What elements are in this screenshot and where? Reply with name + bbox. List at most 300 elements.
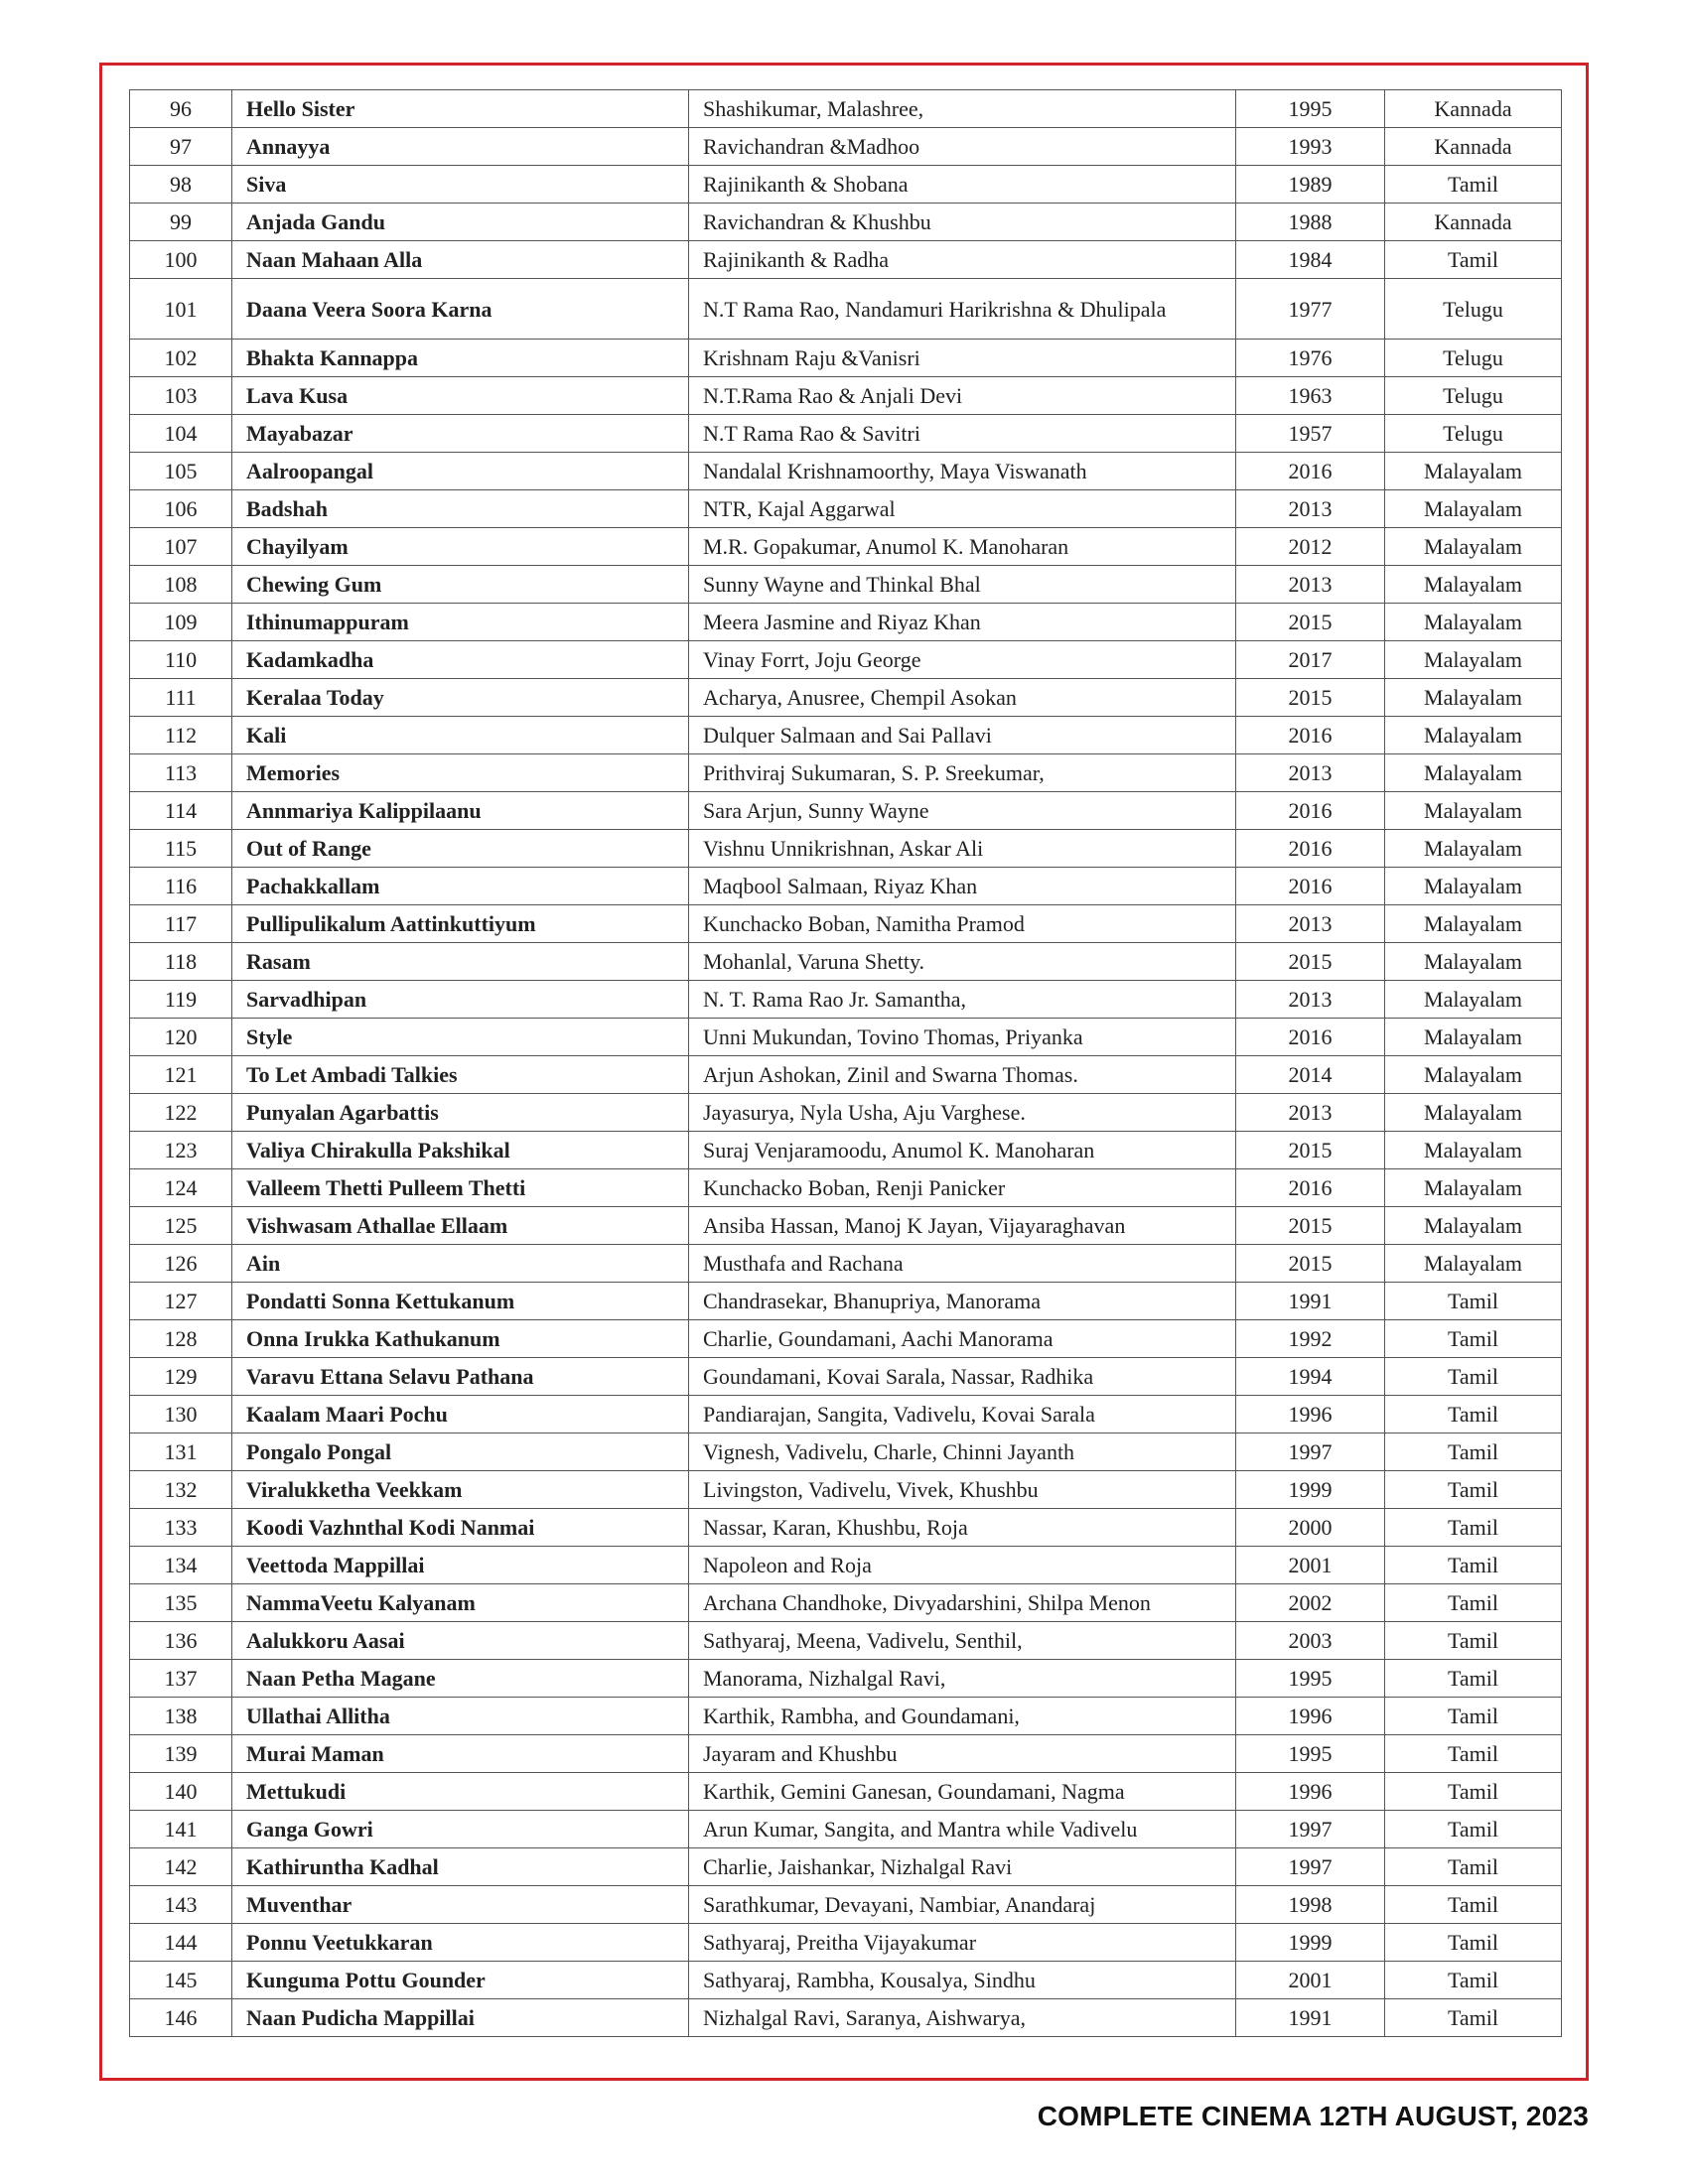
cast-cell: Rajinikanth & Shobana (689, 166, 1236, 204)
serial-number-cell: 133 (130, 1509, 232, 1547)
film-title-cell: Valleem Thetti Pulleem Thetti (232, 1169, 689, 1207)
table-row (130, 1509, 1562, 1547)
serial-number-cell: 136 (130, 1622, 232, 1660)
serial-number-cell: 102 (130, 340, 232, 377)
serial-number-cell: 121 (130, 1056, 232, 1094)
film-title-cell: Daana Veera Soora Karna (232, 279, 689, 340)
serial-number-cell: 144 (130, 1924, 232, 1962)
table-row (130, 1207, 1562, 1245)
year-cell: 1995 (1236, 1735, 1385, 1773)
film-title-cell: Kunguma Pottu Gounder (232, 1962, 689, 1999)
serial-number-cell: 118 (130, 943, 232, 981)
film-title-cell: Aalroopangal (232, 453, 689, 490)
language-cell: Malayalam (1385, 1245, 1562, 1283)
table-row (130, 490, 1562, 528)
serial-number-cell: 124 (130, 1169, 232, 1207)
film-title-cell: Pullipulikalum Aattinkuttiyum (232, 905, 689, 943)
year-cell: 1991 (1236, 1999, 1385, 2037)
year-cell: 2016 (1236, 792, 1385, 830)
film-title-cell: Chayilyam (232, 528, 689, 566)
table-row (130, 1848, 1562, 1886)
serial-number-cell: 100 (130, 241, 232, 279)
film-title-cell: Pondatti Sonna Kettukanum (232, 1283, 689, 1320)
cast-cell: Nizhalgal Ravi, Saranya, Aishwarya, (689, 1999, 1236, 2037)
serial-number-cell: 140 (130, 1773, 232, 1811)
film-title-cell: Mayabazar (232, 415, 689, 453)
film-title-cell: Onna Irukka Kathukanum (232, 1320, 689, 1358)
table-row (130, 1019, 1562, 1056)
language-cell: Tamil (1385, 1622, 1562, 1660)
cast-cell: Sathyaraj, Rambha, Kousalya, Sindhu (689, 1962, 1236, 1999)
year-cell: 1997 (1236, 1848, 1385, 1886)
cast-cell: Rajinikanth & Radha (689, 241, 1236, 279)
film-table-body (130, 90, 1562, 2037)
language-cell: Malayalam (1385, 1169, 1562, 1207)
serial-number-cell: 99 (130, 204, 232, 241)
table-row (130, 1547, 1562, 1584)
cast-cell: N.T Rama Rao & Savitri (689, 415, 1236, 453)
cast-cell: Karthik, Rambha, and Goundamani, (689, 1698, 1236, 1735)
year-cell: 1999 (1236, 1471, 1385, 1509)
table-row (130, 1735, 1562, 1773)
table-row (130, 1169, 1562, 1207)
language-cell: Tamil (1385, 1735, 1562, 1773)
table-row (130, 377, 1562, 415)
film-title-cell: Kali (232, 717, 689, 754)
cast-cell: Ravichandran & Khushbu (689, 204, 1236, 241)
film-title-cell: Out of Range (232, 830, 689, 868)
film-title-cell: Badshah (232, 490, 689, 528)
language-cell: Tamil (1385, 1358, 1562, 1396)
film-title-cell: Muventhar (232, 1886, 689, 1924)
film-title-cell: Murai Maman (232, 1735, 689, 1773)
language-cell: Tamil (1385, 1886, 1562, 1924)
cast-cell: Goundamani, Kovai Sarala, Nassar, Radhika (689, 1358, 1236, 1396)
year-cell: 2013 (1236, 566, 1385, 604)
year-cell: 2015 (1236, 1207, 1385, 1245)
film-title-cell: Veettoda Mappillai (232, 1547, 689, 1584)
table-row (130, 1962, 1562, 1999)
cast-cell: Napoleon and Roja (689, 1547, 1236, 1584)
year-cell: 1993 (1236, 128, 1385, 166)
serial-number-cell: 97 (130, 128, 232, 166)
table-row (130, 1924, 1562, 1962)
serial-number-cell: 116 (130, 868, 232, 905)
year-cell: 1957 (1236, 415, 1385, 453)
cast-cell: Musthafa and Rachana (689, 1245, 1236, 1283)
table-row (130, 1660, 1562, 1698)
table-row (130, 1094, 1562, 1132)
year-cell: 1988 (1236, 204, 1385, 241)
cast-cell: Manorama, Nizhalgal Ravi, (689, 1660, 1236, 1698)
table-row (130, 943, 1562, 981)
table-row (130, 453, 1562, 490)
film-title-cell: Sarvadhipan (232, 981, 689, 1019)
year-cell: 2015 (1236, 1132, 1385, 1169)
film-title-cell: Anjada Gandu (232, 204, 689, 241)
cast-cell: Arjun Ashokan, Zinil and Swarna Thomas. (689, 1056, 1236, 1094)
serial-number-cell: 120 (130, 1019, 232, 1056)
film-title-cell: Pachakkallam (232, 868, 689, 905)
table-row (130, 528, 1562, 566)
table-row (130, 279, 1562, 340)
table-row (130, 1584, 1562, 1622)
year-cell: 2014 (1236, 1056, 1385, 1094)
film-title-cell: Mettukudi (232, 1773, 689, 1811)
film-title-cell: Aalukkoru Aasai (232, 1622, 689, 1660)
language-cell: Malayalam (1385, 1019, 1562, 1056)
year-cell: 1995 (1236, 90, 1385, 128)
cast-cell: NTR, Kajal Aggarwal (689, 490, 1236, 528)
language-cell: Malayalam (1385, 868, 1562, 905)
year-cell: 2015 (1236, 1245, 1385, 1283)
film-title-cell: Naan Pudicha Mappillai (232, 1999, 689, 2037)
year-cell: 1976 (1236, 340, 1385, 377)
year-cell: 1996 (1236, 1396, 1385, 1433)
serial-number-cell: 107 (130, 528, 232, 566)
cast-cell: Arun Kumar, Sangita, and Mantra while Vadivelu (689, 1811, 1236, 1848)
serial-number-cell: 142 (130, 1848, 232, 1886)
serial-number-cell: 115 (130, 830, 232, 868)
table-row (130, 1056, 1562, 1094)
table-row (130, 204, 1562, 241)
serial-number-cell: 109 (130, 604, 232, 641)
serial-number-cell: 122 (130, 1094, 232, 1132)
serial-number-cell: 108 (130, 566, 232, 604)
year-cell: 1963 (1236, 377, 1385, 415)
serial-number-cell: 132 (130, 1471, 232, 1509)
year-cell: 2000 (1236, 1509, 1385, 1547)
year-cell: 1996 (1236, 1773, 1385, 1811)
year-cell: 2015 (1236, 604, 1385, 641)
table-row (130, 128, 1562, 166)
table-row (130, 1245, 1562, 1283)
language-cell: Malayalam (1385, 943, 1562, 981)
serial-number-cell: 98 (130, 166, 232, 204)
cast-cell: Charlie, Goundamani, Aachi Manorama (689, 1320, 1236, 1358)
table-row (130, 340, 1562, 377)
year-cell: 2013 (1236, 981, 1385, 1019)
cast-cell: Maqbool Salmaan, Riyaz Khan (689, 868, 1236, 905)
serial-number-cell: 129 (130, 1358, 232, 1396)
film-table (129, 89, 1562, 2037)
cast-cell: Jayaram and Khushbu (689, 1735, 1236, 1773)
table-row (130, 641, 1562, 679)
language-cell: Malayalam (1385, 641, 1562, 679)
cast-cell: Vignesh, Vadivelu, Charle, Chinni Jayanth (689, 1433, 1236, 1471)
film-title-cell: Ponnu Veetukkaran (232, 1924, 689, 1962)
table-row (130, 415, 1562, 453)
film-title-cell: Punyalan Agarbattis (232, 1094, 689, 1132)
language-cell: Tamil (1385, 1962, 1562, 1999)
table-row (130, 1471, 1562, 1509)
serial-number-cell: 130 (130, 1396, 232, 1433)
film-title-cell: Ullathai Allitha (232, 1698, 689, 1735)
year-cell: 2001 (1236, 1962, 1385, 1999)
cast-cell: M.R. Gopakumar, Anumol K. Manoharan (689, 528, 1236, 566)
serial-number-cell: 135 (130, 1584, 232, 1622)
table-row (130, 166, 1562, 204)
cast-cell: Sara Arjun, Sunny Wayne (689, 792, 1236, 830)
film-title-cell: To Let Ambadi Talkies (232, 1056, 689, 1094)
language-cell: Tamil (1385, 1547, 1562, 1584)
language-cell: Tamil (1385, 1283, 1562, 1320)
table-row (130, 1396, 1562, 1433)
year-cell: 2016 (1236, 868, 1385, 905)
film-title-cell: Memories (232, 754, 689, 792)
language-cell: Malayalam (1385, 528, 1562, 566)
table-row (130, 981, 1562, 1019)
film-title-cell: Kadamkadha (232, 641, 689, 679)
film-title-cell: Hello Sister (232, 90, 689, 128)
film-title-cell: Chewing Gum (232, 566, 689, 604)
table-row (130, 868, 1562, 905)
language-cell: Malayalam (1385, 905, 1562, 943)
language-cell: Malayalam (1385, 679, 1562, 717)
language-cell: Malayalam (1385, 1132, 1562, 1169)
table-row (130, 717, 1562, 754)
language-cell: Tamil (1385, 1999, 1562, 2037)
cast-cell: Sarathkumar, Devayani, Nambiar, Anandaraj (689, 1886, 1236, 1924)
film-title-cell: Koodi Vazhnthal Kodi Nanmai (232, 1509, 689, 1547)
language-cell: Tamil (1385, 1848, 1562, 1886)
language-cell: Malayalam (1385, 717, 1562, 754)
serial-number-cell: 137 (130, 1660, 232, 1698)
cast-cell: Kunchacko Boban, Renji Panicker (689, 1169, 1236, 1207)
language-cell: Malayalam (1385, 566, 1562, 604)
film-title-cell: Pongalo Pongal (232, 1433, 689, 1471)
language-cell: Tamil (1385, 1811, 1562, 1848)
table-row (130, 754, 1562, 792)
language-cell: Tamil (1385, 241, 1562, 279)
cast-cell: Suraj Venjaramoodu, Anumol K. Manoharan (689, 1132, 1236, 1169)
year-cell: 1997 (1236, 1811, 1385, 1848)
film-title-cell: Naan Petha Magane (232, 1660, 689, 1698)
cast-cell: Shashikumar, Malashree, (689, 90, 1236, 128)
film-title-cell: Annmariya Kalippilaanu (232, 792, 689, 830)
serial-number-cell: 114 (130, 792, 232, 830)
language-cell: Tamil (1385, 1396, 1562, 1433)
cast-cell: Ravichandran &Madhoo (689, 128, 1236, 166)
year-cell: 2015 (1236, 679, 1385, 717)
serial-number-cell: 110 (130, 641, 232, 679)
table-row (130, 604, 1562, 641)
film-title-cell: Keralaa Today (232, 679, 689, 717)
cast-cell: Unni Mukundan, Tovino Thomas, Priyanka (689, 1019, 1236, 1056)
cast-cell: Acharya, Anusree, Chempil Asokan (689, 679, 1236, 717)
language-cell: Kannada (1385, 204, 1562, 241)
language-cell: Telugu (1385, 279, 1562, 340)
language-cell: Malayalam (1385, 604, 1562, 641)
cast-cell: Kunchacko Boban, Namitha Pramod (689, 905, 1236, 943)
table-row (130, 1811, 1562, 1848)
serial-number-cell: 126 (130, 1245, 232, 1283)
cast-cell: Meera Jasmine and Riyaz Khan (689, 604, 1236, 641)
serial-number-cell: 106 (130, 490, 232, 528)
year-cell: 1998 (1236, 1886, 1385, 1924)
film-title-cell: Naan Mahaan Alla (232, 241, 689, 279)
year-cell: 1991 (1236, 1283, 1385, 1320)
language-cell: Telugu (1385, 415, 1562, 453)
cast-cell: N. T. Rama Rao Jr. Samantha, (689, 981, 1236, 1019)
film-title-cell: Ain (232, 1245, 689, 1283)
serial-number-cell: 146 (130, 1999, 232, 2037)
table-row (130, 905, 1562, 943)
language-cell: Tamil (1385, 1433, 1562, 1471)
serial-number-cell: 117 (130, 905, 232, 943)
table-row (130, 792, 1562, 830)
serial-number-cell: 138 (130, 1698, 232, 1735)
year-cell: 1995 (1236, 1660, 1385, 1698)
table-row (130, 1320, 1562, 1358)
year-cell: 2016 (1236, 1019, 1385, 1056)
serial-number-cell: 131 (130, 1433, 232, 1471)
serial-number-cell: 139 (130, 1735, 232, 1773)
table-row (130, 1999, 1562, 2037)
language-cell: Malayalam (1385, 490, 1562, 528)
year-cell: 1997 (1236, 1433, 1385, 1471)
language-cell: Tamil (1385, 1584, 1562, 1622)
language-cell: Tamil (1385, 1471, 1562, 1509)
serial-number-cell: 134 (130, 1547, 232, 1584)
table-row (130, 1132, 1562, 1169)
cast-cell: N.T.Rama Rao & Anjali Devi (689, 377, 1236, 415)
table-row (130, 1622, 1562, 1660)
language-cell: Malayalam (1385, 453, 1562, 490)
serial-number-cell: 128 (130, 1320, 232, 1358)
cast-cell: Nassar, Karan, Khushbu, Roja (689, 1509, 1236, 1547)
year-cell: 1977 (1236, 279, 1385, 340)
serial-number-cell: 143 (130, 1886, 232, 1924)
cast-cell: Jayasurya, Nyla Usha, Aju Varghese. (689, 1094, 1236, 1132)
cast-cell: Charlie, Jaishankar, Nizhalgal Ravi (689, 1848, 1236, 1886)
language-cell: Malayalam (1385, 754, 1562, 792)
serial-number-cell: 125 (130, 1207, 232, 1245)
cast-cell: Sathyaraj, Meena, Vadivelu, Senthil, (689, 1622, 1236, 1660)
year-cell: 1984 (1236, 241, 1385, 279)
film-title-cell: NammaVeetu Kalyanam (232, 1584, 689, 1622)
film-title-cell: Viralukketha Veekkam (232, 1471, 689, 1509)
year-cell: 2002 (1236, 1584, 1385, 1622)
year-cell: 1999 (1236, 1924, 1385, 1962)
table-row (130, 90, 1562, 128)
cast-cell: Pandiarajan, Sangita, Vadivelu, Kovai Sarala (689, 1396, 1236, 1433)
cast-cell: Livingston, Vadivelu, Vivek, Khushbu (689, 1471, 1236, 1509)
year-cell: 1992 (1236, 1320, 1385, 1358)
serial-number-cell: 105 (130, 453, 232, 490)
film-title-cell: Annayya (232, 128, 689, 166)
language-cell: Malayalam (1385, 792, 1562, 830)
serial-number-cell: 111 (130, 679, 232, 717)
table-row (130, 566, 1562, 604)
cast-cell: Vinay Forrt, Joju George (689, 641, 1236, 679)
language-cell: Malayalam (1385, 1207, 1562, 1245)
serial-number-cell: 119 (130, 981, 232, 1019)
film-title-cell: Ganga Gowri (232, 1811, 689, 1848)
year-cell: 2015 (1236, 943, 1385, 981)
cast-cell: Archana Chandhoke, Divyadarshini, Shilpa Menon (689, 1584, 1236, 1622)
language-cell: Tamil (1385, 1660, 1562, 1698)
table-row (130, 830, 1562, 868)
film-title-cell: Kaalam Maari Pochu (232, 1396, 689, 1433)
language-cell: Tamil (1385, 1698, 1562, 1735)
cast-cell: Sathyaraj, Preitha Vijayakumar (689, 1924, 1236, 1962)
film-title-cell: Valiya Chirakulla Pakshikal (232, 1132, 689, 1169)
year-cell: 2013 (1236, 905, 1385, 943)
language-cell: Tamil (1385, 1320, 1562, 1358)
page-footer: COMPLETE CINEMA 12TH AUGUST, 2023 (1037, 2101, 1589, 2131)
cast-cell: Krishnam Raju &Vanisri (689, 340, 1236, 377)
film-title-cell: Lava Kusa (232, 377, 689, 415)
cast-cell: Dulquer Salmaan and Sai Pallavi (689, 717, 1236, 754)
language-cell: Kannada (1385, 128, 1562, 166)
film-title-cell: Rasam (232, 943, 689, 981)
cast-cell: Sunny Wayne and Thinkal Bhal (689, 566, 1236, 604)
language-cell: Tamil (1385, 1773, 1562, 1811)
year-cell: 2012 (1236, 528, 1385, 566)
serial-number-cell: 96 (130, 90, 232, 128)
cast-cell: Karthik, Gemini Ganesan, Goundamani, Nagma (689, 1773, 1236, 1811)
serial-number-cell: 101 (130, 279, 232, 340)
year-cell: 1996 (1236, 1698, 1385, 1735)
year-cell: 2013 (1236, 1094, 1385, 1132)
serial-number-cell: 123 (130, 1132, 232, 1169)
year-cell: 1994 (1236, 1358, 1385, 1396)
year-cell: 2013 (1236, 754, 1385, 792)
table-row (130, 1886, 1562, 1924)
serial-number-cell: 112 (130, 717, 232, 754)
language-cell: Malayalam (1385, 1056, 1562, 1094)
table-row (130, 1773, 1562, 1811)
film-title-cell: Vishwasam Athallae Ellaam (232, 1207, 689, 1245)
table-row (130, 1358, 1562, 1396)
film-title-cell: Varavu Ettana Selavu Pathana (232, 1358, 689, 1396)
year-cell: 2013 (1236, 490, 1385, 528)
year-cell: 2016 (1236, 1169, 1385, 1207)
year-cell: 1989 (1236, 166, 1385, 204)
table-row (130, 679, 1562, 717)
cast-cell: Prithviraj Sukumaran, S. P. Sreekumar, (689, 754, 1236, 792)
table-row (130, 1433, 1562, 1471)
table-row (130, 1698, 1562, 1735)
language-cell: Malayalam (1385, 830, 1562, 868)
language-cell: Telugu (1385, 340, 1562, 377)
serial-number-cell: 127 (130, 1283, 232, 1320)
serial-number-cell: 141 (130, 1811, 232, 1848)
cast-cell: N.T Rama Rao, Nandamuri Harikrishna & Dhulipala (689, 279, 1236, 340)
year-cell: 2016 (1236, 453, 1385, 490)
year-cell: 2016 (1236, 830, 1385, 868)
cast-cell: Mohanlal, Varuna Shetty. (689, 943, 1236, 981)
film-title-cell: Style (232, 1019, 689, 1056)
year-cell: 2001 (1236, 1547, 1385, 1584)
language-cell: Kannada (1385, 90, 1562, 128)
serial-number-cell: 104 (130, 415, 232, 453)
film-title-cell: Ithinumappuram (232, 604, 689, 641)
cast-cell: Ansiba Hassan, Manoj K Jayan, Vijayaraghavan (689, 1207, 1236, 1245)
film-title-cell: Kathiruntha Kadhal (232, 1848, 689, 1886)
serial-number-cell: 145 (130, 1962, 232, 1999)
year-cell: 2016 (1236, 717, 1385, 754)
language-cell: Tamil (1385, 1924, 1562, 1962)
language-cell: Malayalam (1385, 1094, 1562, 1132)
language-cell: Tamil (1385, 1509, 1562, 1547)
cast-cell: Vishnu Unnikrishnan, Askar Ali (689, 830, 1236, 868)
cast-cell: Nandalal Krishnamoorthy, Maya Viswanath (689, 453, 1236, 490)
film-title-cell: Siva (232, 166, 689, 204)
year-cell: 2017 (1236, 641, 1385, 679)
year-cell: 2003 (1236, 1622, 1385, 1660)
